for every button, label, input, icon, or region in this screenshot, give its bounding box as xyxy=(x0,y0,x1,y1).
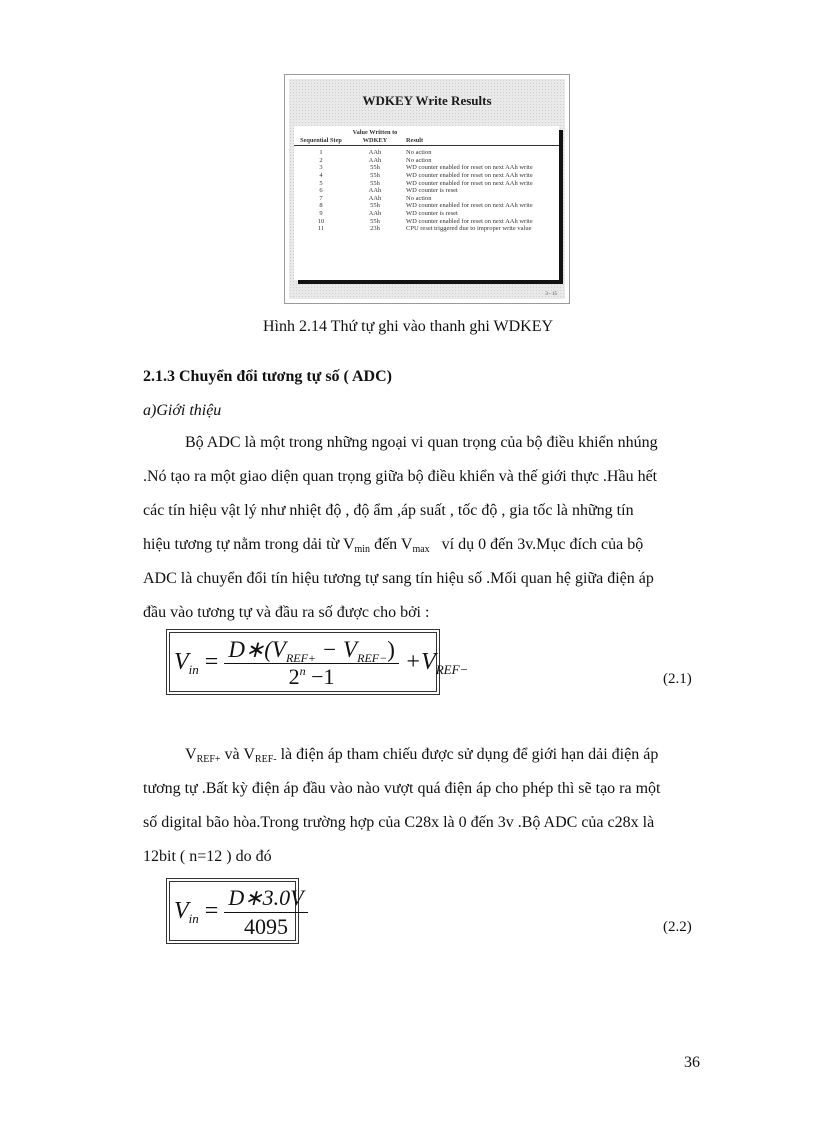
table-row xyxy=(294,187,559,195)
cell-step: 11 xyxy=(317,225,325,233)
table-row xyxy=(294,202,559,210)
cell-step: 9 xyxy=(319,209,323,217)
cell-step: 2 xyxy=(319,156,323,164)
cell-step: 6 xyxy=(319,187,323,195)
figure-slide xyxy=(289,79,565,299)
cell-value: 55h xyxy=(370,164,380,172)
col-value-written: Value Written to WDKEY xyxy=(348,126,402,146)
cell-step: 5 xyxy=(319,179,323,187)
table-row xyxy=(294,164,559,172)
cell-result: WD counter is reset xyxy=(406,209,458,217)
cell-step: 8 xyxy=(319,202,323,210)
paragraph-line: ADC là chuyển đổi tín hiệu tương tự sang tín hiệu số .Mối quan hệ giữa điện áp xyxy=(143,570,654,587)
table-row xyxy=(294,180,559,188)
cell-result: CPU reset triggered due to improper write value xyxy=(406,225,532,233)
equation-number-2-2: (2.2) xyxy=(663,919,692,935)
paragraph-line: $V_{REF+}$ và $V_{REF-}$ là điện áp tham chiếu được sử dụng để giới hạn dải điện áp xyxy=(185,746,659,765)
cell-result: WD counter enabled for reset on next AAh write xyxy=(406,164,533,172)
cell-result: No action xyxy=(406,149,432,157)
table-row xyxy=(294,225,559,233)
cell-value: 23h xyxy=(370,225,380,233)
cell-value: AAh xyxy=(368,187,382,195)
paragraph-line: số digital bão hòa.Trong trường hợp của C28x là 0 đến 3v .Bộ ADC của c28x là xyxy=(143,814,655,831)
table-row xyxy=(294,195,559,203)
cell-value: AAh xyxy=(368,194,382,202)
table-row xyxy=(294,218,559,226)
cell-result: WD counter enabled for reset on next AAh write xyxy=(406,217,533,225)
table-row xyxy=(294,210,559,218)
equation-number-2-1: (2.1) xyxy=(663,671,692,687)
cell-step: 3 xyxy=(319,164,323,172)
cell-value: 55h xyxy=(370,171,380,179)
cell-value: 55h xyxy=(370,179,380,187)
figure-caption: Hình 2.14 Thứ tự ghi vào thanh ghi WDKEY xyxy=(262,318,554,335)
table-row xyxy=(294,146,559,157)
paragraph-line: tương tự .Bất kỳ điện áp đầu vào nào vượt quá điện áp cho phép thì sẽ tạo ra một xyxy=(143,780,661,797)
figure-wdkey xyxy=(284,74,570,304)
wdkey-table xyxy=(294,126,559,280)
col-result: Result xyxy=(402,126,559,146)
cell-value: 55h xyxy=(370,217,380,225)
cell-step: 1 xyxy=(319,149,323,157)
cell-result: No action xyxy=(406,156,432,164)
table-row xyxy=(294,157,559,165)
page-number: 36 xyxy=(684,1054,700,1071)
equation-2-1: $V_{in}$ = $\frac{D∗(V_{REF+} - V_{REF-})}{2^n -1}$ $+V_{REF-}$ xyxy=(166,629,440,695)
paragraph-line: hiệu tương tự nằm trong dải từ $V_{min}$ đến $V_{max}$ ví dụ 0 đến 3v.Mục đích của bộ xyxy=(143,536,644,555)
cell-result: No action xyxy=(406,194,432,202)
cell-step: 7 xyxy=(319,194,323,202)
table-row xyxy=(294,172,559,180)
paragraph-line: 12bit ( n=12 ) do đó xyxy=(143,848,272,865)
paragraph-vref xyxy=(143,738,710,874)
cell-result: WD counter enabled for reset on next AAh write xyxy=(406,179,533,187)
slide-number: 3 - 15 xyxy=(545,292,557,297)
col-sequential-step: Sequential Step xyxy=(294,126,348,146)
cell-result: WD counter is reset xyxy=(406,187,458,195)
paragraph-line: đầu vào tương tự và đầu ra số được cho bởi : xyxy=(143,604,430,621)
figure-title: WDKEY Write Results xyxy=(362,93,492,108)
cell-step: 10 xyxy=(317,217,325,225)
section-heading: 2.1.3 Chuyển đổi tương tự số ( ADC) xyxy=(143,368,392,385)
cell-result: WD counter enabled for reset on next AAh write xyxy=(406,171,533,179)
paragraph-line: các tín hiệu vật lý như nhiệt độ , độ ẩm ,áp suất , tốc độ , gia tốc là những tín xyxy=(143,502,634,519)
cell-value: 55h xyxy=(370,202,380,210)
paragraph-intro xyxy=(143,426,710,630)
cell-result: WD counter enabled for reset on next AAh write xyxy=(406,202,533,210)
cell-value: AAh xyxy=(368,149,382,157)
paragraph-line: .Nó tạo ra một giao diện quan trọng giữa bộ điều khiển và thế giới thực .Hầu hết xyxy=(143,468,658,485)
cell-value: AAh xyxy=(368,209,382,217)
paragraph-line: Bộ ADC là một trong những ngoại vi quan trọng của bộ điều khiển nhúng xyxy=(185,434,658,451)
subsection-heading: a)Giới thiệu xyxy=(143,402,222,419)
equation-2-2: $V_{in}$ = $\frac{D∗3.0V}{4095}$ xyxy=(166,878,299,944)
cell-value: AAh xyxy=(368,156,382,164)
cell-step: 4 xyxy=(319,171,323,179)
